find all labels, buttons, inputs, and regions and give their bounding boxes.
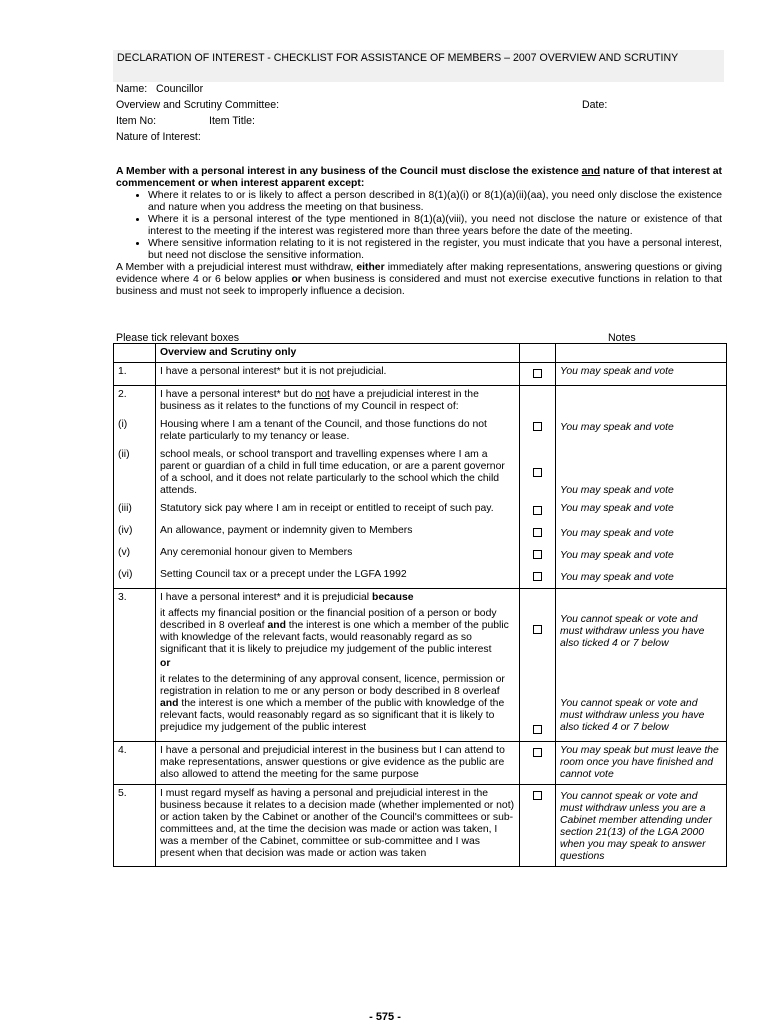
notes-heading: Notes [608,332,636,344]
note-text: You may speak and vote [556,363,727,386]
item-title-label: Item Title: [209,115,255,127]
tick-checkbox[interactable] [533,725,542,734]
table-heading-row [114,344,727,363]
tick-checkbox[interactable] [533,468,542,477]
nature-label: Nature of Interest: [116,131,201,143]
table-row: 4. I have a personal and prejudicial interest in the business but I can attend to make representations, answer questions or give evidence as the public are also allowed to attend the meeting for the same purpose You may speak but must leave the room once you have finished and cannot vote [114,742,727,785]
interest-checklist-table [113,343,727,867]
tick-checkbox[interactable] [533,369,542,378]
date-label: Date: [582,99,608,111]
tick-checkbox[interactable] [533,528,542,537]
prejudicial-paragraph: A Member with a prejudicial interest must withdraw, either immediately after making representations, answering questions or giving evidence where 4 or 6 below applies or when business is considered and must not exercise executive functions in relation to that business and must not seek to improperly influence a decision. [116,262,722,297]
name-line [116,83,203,96]
intro-lead: A Member with a personal interest in any business of the Council must disclose the existence and nature of that interest at commencement or when interest apparent except: [116,166,722,189]
exception-item: • Where it relates to or is likely to affect a person described in 8(1)(a)(i) or 8(1)(a)(ii)(aa), you need only disclose the existence and nature when you address the meeting on that business. [148,190,722,214]
note-text: You may speak and vote [556,522,727,544]
note-text: You may speak and vote [556,544,727,566]
tick-checkbox[interactable] [533,550,542,559]
tick-checkbox[interactable] [533,625,542,634]
table-subrow: (v) Any ceremonial honour given to Members You may speak and vote [114,544,727,566]
table-subrow: (vi) Setting Council tax or a precept under the LGFA 1992 You may speak and vote [114,566,727,589]
name-label: Name: [116,83,148,95]
note-text: You may speak and vote [556,500,727,522]
note-text: You may speak and vote [556,566,727,589]
tick-instruction: Please tick relevant boxes [116,332,240,344]
note-text: You cannot speak or vote and must withdraw unless you have also ticked 4 or 7 below [560,698,705,733]
committee-label: Overview and Scrutiny Committee: [116,99,280,111]
tick-checkbox[interactable] [533,506,542,515]
table-subrow: (iv) An allowance, payment or indemnity given to Members You may speak and vote [114,522,727,544]
table-row: 5. I must regard myself as having a personal and prejudicial interest in the business because it relates to a decision made (whether implemented or not) or action taken by the Cabinet or another of the Council's committees or sub-committees and, at the time the decision was made or action was taken, I was a member of the Cabinet, committee or sub-committee and I was present when that decision was made or action was taken You cannot speak or vote and must withdraw unless you are a Cabinet member attending under section 21(13) of the LGA 2000 when you may speak to answer questions [114,785,727,867]
intro-text [116,166,722,298]
name-value: Councillor [156,83,204,95]
item-no-label: Item No: [116,115,157,127]
note-text: You may speak and vote [556,416,727,446]
tick-checkbox[interactable] [533,791,542,800]
note-text: You may speak but must leave the room once you have finished and cannot vote [556,742,727,785]
tick-checkbox[interactable] [533,422,542,431]
table-subrow: (ii) school meals, or school transport and travelling expenses where I am a parent or guardian of a child in full time education, or are a parent governor of a school, and it does not relate particularly to the school which the child attends. You may speak and vote [114,446,727,500]
tick-checkbox[interactable] [533,572,542,581]
table-subrow: (i) Housing where I am a tenant of the Council, and those functions do not relate particularly to my tenancy or lease. You may speak and vote [114,416,727,446]
document-title: DECLARATION OF INTEREST - CHECKLIST FOR ASSISTANCE OF MEMBERS – 2007 OVERVIEW AND SCRUTINY [113,50,724,82]
exception-item: • Where sensitive information relating to it is not registered in the register, you must indicate that you have a personal interest, but need not disclose the sensitive information. [148,238,722,262]
page-number: - 575 - [369,1011,401,1023]
note-text: You cannot speak or vote and must withdraw unless you have also ticked 4 or 7 below [560,614,705,649]
note-text: You cannot speak or vote and must withdraw unless you are a Cabinet member attending under section 21(13) of the LGA 2000 when you may speak to answer questions [556,785,727,867]
table-row: 3. I have a personal interest* and it is prejudicial because it affects my financial position or the financial position of a person or body described in 8 overleaf and the interest is one which a member of the public with knowledge of the relevant facts, would reasonably regard as so significant that it is likely to prejudice my judgement of the public interest or it relates to the determining of any approval consent, licence, permission or registration in relation to me or any person or body described in 8 overleaf and the interest is one which a member of the public with knowledge of the relevant facts, would reasonably regard as so significant that it is likely to prejudice my judgement of the public interest You cannot speak or vote and must withdraw unless you have also ticked 4 or 7 below You cannot speak or vote and must withdraw unless you have also ticked 4 or 7 below [114,589,727,742]
exception-item: • Where it is a personal interest of the type mentioned in 8(1)(a)(viii), you need not disclose the nature or existence of that interest to the meeting if the interest was registered more than three years before the date of the meeting. [148,214,722,238]
exception-list [116,190,722,262]
table-row: 1. I have a personal interest* but it is not prejudicial. You may speak and vote [114,363,727,386]
table-heading: Overview and Scrutiny only [160,347,297,358]
note-text: You may speak and vote [556,446,727,500]
tick-checkbox[interactable] [533,748,542,757]
table-row: 2. I have a personal interest* but do not have a prejudicial interest in the business as it relates to the functions of my Council in respect of: [114,386,727,417]
table-subrow: (iii) Statutory sick pay where I am in receipt or entitled to receipt of such pay. You may speak and vote [114,500,727,522]
